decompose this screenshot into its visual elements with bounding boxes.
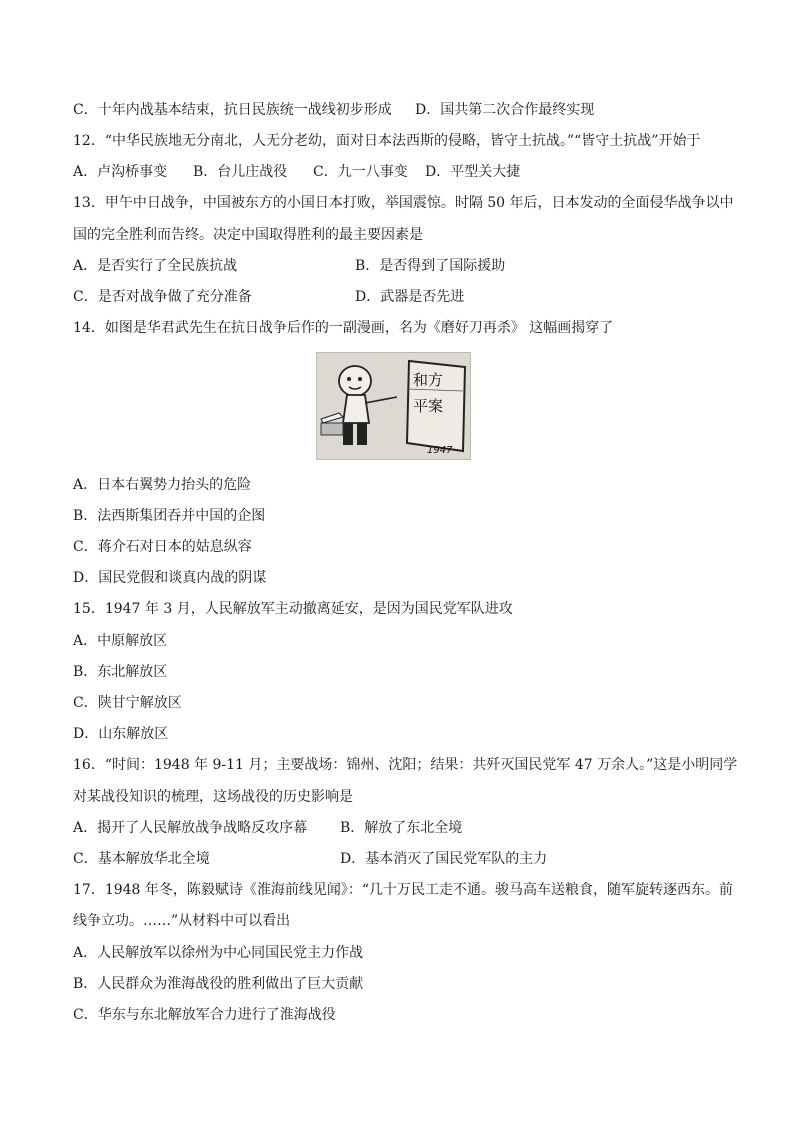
q13-options-row2 xyxy=(73,287,753,307)
cartoon-image xyxy=(316,352,471,460)
q14-option-b: B．法西斯集团吞并中国的企图 xyxy=(73,508,266,524)
q17-stem-line2: 线争立功。……”从材料中可以看出 xyxy=(73,913,291,929)
cartoon-figure-eye-left xyxy=(347,377,351,381)
q16-options-row1 xyxy=(73,818,753,838)
q13-option-c: C．是否对战争做了充分准备 xyxy=(73,289,252,305)
q12-stem: 12．“中华民族地无分南北，人无分老幼，面对日本法西斯的侵略，皆守土抗战。”“皆守土抗战”开始于 xyxy=(73,133,701,149)
cartoon-figure-body xyxy=(343,395,369,423)
q15-stem: 15．1947 年 3 月，人民解放军主动撤离延安，是因为国民党军队进攻 xyxy=(73,601,513,617)
cartoon-figure-eye-right xyxy=(358,377,362,381)
q16-option-a: A．揭开了人民解放战争战略反攻序幕 xyxy=(73,820,308,836)
q15-option-c: C．陕甘宁解放区 xyxy=(73,695,182,711)
q17-option-c: C．华东与东北解放军合力进行了淮海战役 xyxy=(73,1007,336,1023)
cartoon-figure-arm xyxy=(365,397,397,403)
q15-option-d: D．山东解放区 xyxy=(73,726,169,742)
q17-stem-line1: 17．1948 年冬，陈毅赋诗《淮海前线见闻》：“几十万民工走不通。骏马高车送粮食，随军旋转逐西东。前 xyxy=(73,882,734,898)
q13-option-b: B．是否得到了国际援助 xyxy=(355,258,506,274)
q17-option-a: A．人民解放军以徐州为中心同国民党主力作战 xyxy=(73,945,364,961)
q13-stem-line1: 13．甲午中日战争，中国被东方的小国日本打败，举国震惊。时隔 50 年后，日本发动的全面侵华战争以中 xyxy=(73,195,734,211)
q15-option-b: B．东北解放区 xyxy=(73,664,168,680)
q16-stem-line2: 对某战役知识的梳理，这场战役的历史影响是 xyxy=(73,789,353,805)
cartoon-figure-boot-right xyxy=(357,423,367,445)
q16-option-c: C．基本解放华北全境 xyxy=(73,851,210,867)
cartoon-drawing xyxy=(317,353,470,459)
cartoon-year: 1947 xyxy=(427,445,453,456)
q16-options-row2 xyxy=(73,849,753,869)
q14-option-c: C．蒋介石对日本的姑息纵容 xyxy=(73,539,252,555)
q13-stem-line2: 国的完全胜利而告终。决定中国取得胜利的最主要因素是 xyxy=(73,227,423,243)
q16-option-d: D．基本消灭了国民党军队的主力 xyxy=(340,851,548,867)
q12-option-a: A．卢沟桥事变 xyxy=(73,164,168,180)
q16-option-b: B．解放了东北全境 xyxy=(340,820,463,836)
q12-options-row xyxy=(73,162,753,182)
cartoon-knife xyxy=(321,413,343,423)
q14-option-a: A．日本右翼势力抬头的危险 xyxy=(73,477,252,493)
q12-option-b: B．台儿庄战役 xyxy=(193,164,288,180)
q15-option-a: A．中原解放区 xyxy=(73,633,168,649)
q12-option-c: C．九一八事变 xyxy=(313,164,408,180)
cartoon-figure-head xyxy=(339,366,371,396)
q13-option-d: D．武器是否先进 xyxy=(355,289,465,305)
q16-stem-line1: 16．“时间：1948 年 9-11 月；主要战场：锦州、沈阳；结果：共歼灭国民党军 47 万余人。”这是小明同学 xyxy=(73,757,738,773)
q13-option-a: A．是否实行了全民族抗战 xyxy=(73,258,238,274)
cartoon-whetstone xyxy=(321,423,343,435)
prev-option-d: D．国共第二次合作最终实现 xyxy=(415,102,595,118)
cartoon-figure-boot-left xyxy=(343,423,353,445)
q17-option-b: B．人民群众为淮海战役的胜利做出了巨大贡献 xyxy=(73,976,364,992)
cartoon-sign-text-1: 和方 xyxy=(413,371,444,389)
q14-option-d: D．国民党假和谈真内战的阴谋 xyxy=(73,570,267,586)
prev-options-row xyxy=(73,100,753,120)
q12-option-d: D．平型关大捷 xyxy=(425,164,521,180)
prev-option-c: C．十年内战基本结束，抗日民族统一战线初步形成 xyxy=(73,102,392,118)
cartoon-sign-text-2: 平案 xyxy=(413,397,444,415)
q13-options-row1 xyxy=(73,256,753,276)
q14-stem: 14．如图是华君武先生在抗日战争后作的一副漫画，名为《磨好刀再杀》 这幅画揭穿了 xyxy=(73,320,614,336)
